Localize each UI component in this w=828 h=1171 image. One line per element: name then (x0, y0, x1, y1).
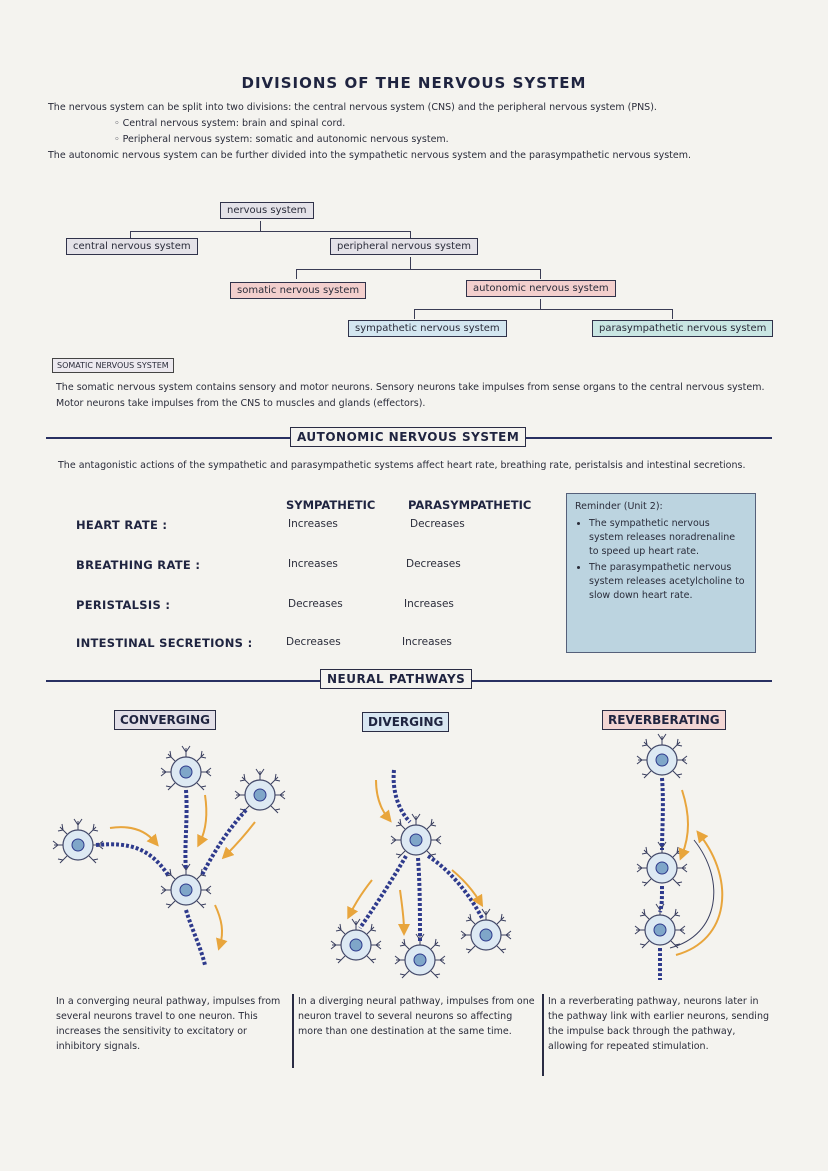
diverging-diagram (331, 770, 511, 978)
reminder-bullet: • The parasympathetic nervous system releases acetylcholine to slow down heart rate. (589, 561, 747, 603)
intro-bullet-pns: ◦ Peripheral nervous system: somatic and autonomic nervous system. (114, 134, 449, 145)
tree-connector (672, 309, 673, 319)
tree-connector (414, 309, 672, 310)
somatic-heading: SOMATIC NERVOUS SYSTEM (52, 358, 174, 373)
tree-sympathetic: sympathetic nervous system (348, 320, 507, 337)
cell-sym: Increases (288, 558, 338, 570)
divider (542, 994, 544, 1076)
neuron-icon (461, 909, 511, 953)
autonomic-text: The antagonistic actions of the sympathetic and parasympathetic systems affect heart rate, breathing rate, peristalsis and intestinal secretions. (58, 460, 746, 471)
intro-bullet-cns: ◦ Central nervous system: brain and spinal cord. (114, 118, 346, 129)
reminder-title: Reminder (Unit 2): (575, 501, 663, 512)
col-sympathetic: SYMPATHETIC (286, 498, 376, 512)
neuron-icon (331, 919, 381, 963)
reverberating-title: REVERBERATING (602, 710, 726, 730)
neuron-icon (637, 734, 687, 778)
row-label: PERISTALSIS : (76, 598, 171, 612)
cell-sym: Increases (288, 518, 338, 530)
page-title: DIVISIONS OF THE NERVOUS SYSTEM (241, 74, 587, 92)
intro-line-2: The autonomic nervous system can be further divided into the sympathetic nervous system and the parasympathetic nervous system. (48, 150, 692, 161)
cell-para: Decreases (406, 558, 461, 570)
neuron-icon (235, 769, 285, 813)
converging-description: In a converging neural pathway, impulses from several neurons travel to one neuron. This increases the sensitivity to excitatory or inhibitory signals. (56, 996, 281, 1052)
neural-heading: NEURAL PATHWAYS (320, 669, 472, 689)
tree-autonomic: autonomic nervous system (466, 280, 616, 297)
converging-title: CONVERGING (114, 710, 216, 730)
row-label: HEART RATE : (76, 518, 168, 532)
tree-somatic: somatic nervous system (230, 282, 366, 299)
neuron-icon (53, 819, 103, 863)
tree-connector (296, 269, 297, 279)
diverging-description: In a diverging neural pathway, impulses from one neuron travel to several neurons so affecting more than one destination at the same time. (298, 996, 535, 1037)
reminder-box (566, 493, 756, 653)
tree-connector (296, 269, 540, 270)
neuron-icon (391, 814, 441, 858)
neuron-icon (637, 842, 687, 886)
tree-connector (540, 269, 541, 279)
neuron-icon (395, 934, 445, 978)
cell-para: Decreases (410, 518, 465, 530)
reverberating-description: In a reverberating pathway, neurons later in the pathway link with earlier neurons, sending the impulse back through the pathway, allowing for repeated stimulation. (548, 996, 770, 1052)
neuron-icon (161, 864, 211, 908)
cell-para: Increases (402, 636, 452, 648)
cell-sym: Decreases (288, 598, 343, 610)
tree-connector (410, 257, 411, 269)
divider (292, 994, 294, 1068)
tree-cns: central nervous system (66, 238, 198, 255)
intro-text (48, 100, 788, 164)
row-label: INTESTINAL SECRETIONS : (76, 636, 253, 650)
cell-sym: Decreases (286, 636, 341, 648)
tree-connector (260, 221, 261, 231)
somatic-text: The somatic nervous system contains sensory and motor neurons. Sensory neurons take impulses from sense organs to the central nervous system. Motor neurons take impulses from the CNS to muscles and glands (effectors). (56, 382, 765, 409)
col-parasympathetic: PARASYMPATHETIC (408, 498, 532, 512)
reverberating-diagram (635, 734, 722, 980)
tree-pns: peripheral nervous system (330, 238, 478, 255)
tree-root: nervous system (220, 202, 314, 219)
neuron-icon (161, 746, 211, 790)
intro-line-1: The nervous system can be split into two divisions: the central nervous system (CNS) and the peripheral nervous system (PNS). (48, 102, 657, 113)
autonomic-heading: AUTONOMIC NERVOUS SYSTEM (290, 427, 526, 447)
row-label: BREATHING RATE : (76, 558, 201, 572)
tree-connector (540, 299, 541, 309)
tree-parasympathetic: parasympathetic nervous system (592, 320, 773, 337)
neuron-icon (635, 904, 685, 948)
converging-diagram (53, 746, 285, 965)
reminder-bullet: • The sympathetic nervous system releases noradrenaline to speed up heart rate. (589, 517, 747, 559)
diverging-title: DIVERGING (362, 712, 449, 732)
tree-connector (130, 231, 410, 232)
cell-para: Increases (404, 598, 454, 610)
tree-connector (414, 309, 415, 319)
